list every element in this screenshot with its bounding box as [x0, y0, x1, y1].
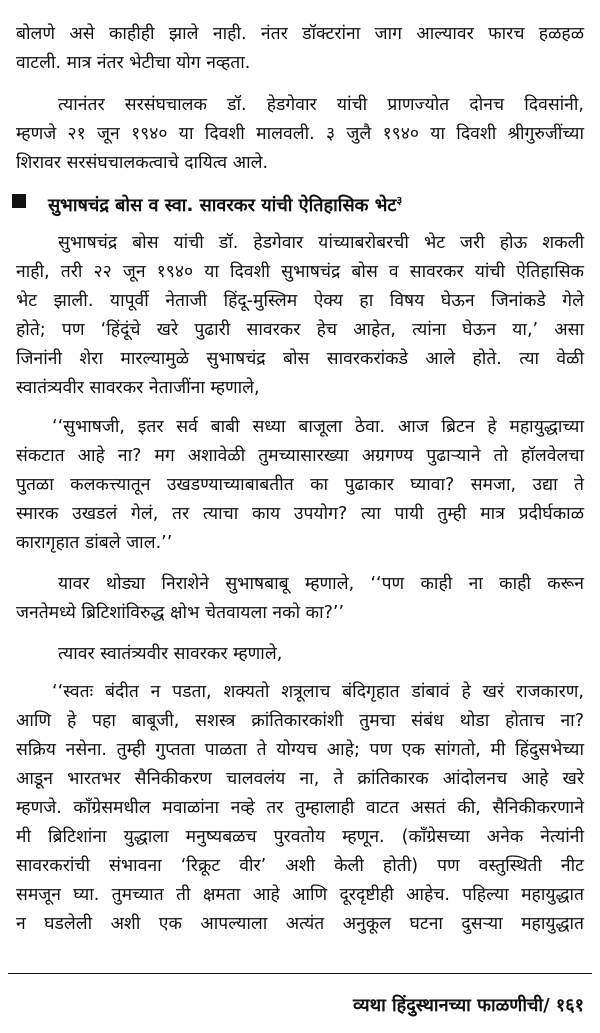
paragraph-4-line-3: पुतळा कलकत्त्यातून उखडण्याच्याबाबतीत का पुढाकार घ्यावा? समजा, उद्या ते [16, 475, 584, 495]
paragraph-3-line-2: नाही, तरी २२ जून १९४० या दिवशी सुभाषचंद्र बोस व सावरकर यांची ऐतिहासिक [16, 262, 584, 282]
paragraph-2-line-3: शिरावर सरसंघचालकत्वाचे दायित्व आले. [16, 153, 269, 173]
paragraph-4-line-5: कारागृहात डांबले जाल.’’ [16, 533, 173, 553]
section-heading [48, 187, 402, 215]
paragraph-1-line-1: बोलणे असे काहीही झाले नाही. नंतर डॉक्टरांना जाग आल्यावर फारच हळहळ [16, 24, 584, 44]
paragraph-6-line-1: त्यावर स्वातंत्र्यवीर सावरकर म्हणाले, [58, 644, 283, 664]
paragraph-5-line-2: जनतेमध्ये ब्रिटिशांविरुद्ध क्षोभ चेतवायला नको का?’’ [16, 603, 345, 623]
paragraph-7-line-2: आणि हे पहा बाबूजी, सशस्त्र क्रांतिकारकांशी तुमचा संबंध थोडा होताच ना? [16, 711, 584, 731]
paragraph-3-line-6: स्वातंत्र्यवीर सावरकर नेताजींना म्हणाले, [16, 378, 260, 398]
paragraph-1-line-2: वाटली. मात्र नंतर भेटीचा योग नव्हता. [16, 53, 251, 73]
paragraph-4-line-2: संकटात आहे ना? मग अशावेळी तुमच्यासारख्या अग्रगण्य पुढाऱ्याने तो हॉलवेलचा [16, 446, 584, 466]
running-footer: व्यथा हिंदुस्थानच्या फाळणीची/ १६१ [352, 995, 584, 1016]
footer-rule [8, 973, 592, 974]
paragraph-3-line-3: भेट झाली. यापूर्वी नेताजी हिंदू-मुस्लिम ऐक्य हा विषय घेऊन जिनांकडे गेले [16, 291, 584, 311]
section-heading-text: सुभाषचंद्र बोस व स्वा. सावरकर यांची ऐतिहासिक भेट [48, 195, 397, 216]
paragraph-4-line-1: ‘‘सुभाषजी, इतर सर्व बाबी सध्या बाजूला ठेवा. आज ब्रिटन हे महायुद्धाच्या [52, 417, 584, 437]
paragraph-5-line-1: यावर थोड्या निराशेने सुभाषबाबू म्हणाले, ‘‘पण काही ना काही करून [58, 574, 584, 594]
paragraph-4-line-4: स्मारक उखडलं गेलं, तर त्याचा काय उपयोग? त्या पायी तुम्ही मात्र प्रदीर्घकाळ [16, 504, 584, 524]
paragraph-3-line-1: सुभाषचंद्र बोस यांची डॉ. हेडगेवार यांच्याबरोबरची भेट जरी होऊ शकली [58, 233, 584, 253]
footnote-mark: ३ [396, 194, 403, 207]
paragraph-7-line-3: सक्रिय नसेना. तुम्ही गुप्तता पाळता ते योग्यच आहे; पण एक सांगतो, मी हिंदुसभेच्या [16, 740, 584, 760]
paragraph-7-line-8: समजून घ्या. तुमच्यात ती क्षमता आहे आणि दूरदृष्टीही आहेच. पहिल्या महायुद्धात [16, 885, 584, 905]
paragraph-7-line-7: सावरकरांची संभावना ‘रिक्रूट वीर’ अशी केली होती) पण वस्तुस्थिती नीट [16, 856, 584, 876]
paragraph-2-line-2: म्हणजे २१ जून १९४० या दिवशी मालवली. ३ जुलै १९४० या दिवशी श्रीगुरुजींच्या [16, 124, 584, 144]
paragraph-7-line-9: न घडलेली अशी एक आपल्याला अत्यंत अनुकूल घटना दुसऱ्या महायुद्धात [16, 914, 584, 934]
paragraph-7-line-1: ‘‘स्वतः बंदीत न पडता, शक्यतो शत्रूलाच बंदिगृहात डांबावं हे खरं राजकारण, [52, 682, 584, 702]
paragraph-2-line-1: त्यानंतर सरसंघचालक डॉ. हेडगेवार यांची प्राणज्योत दोनच दिवसांनी, [58, 95, 584, 115]
heading-bullet [12, 194, 26, 208]
paragraph-7-line-5: म्हणजे. कॉंग्रेसमधील मवाळांना नव्हे तर तुम्हालाही वाटत असतं की, सैनिकीकरणाने [16, 798, 584, 818]
paragraph-7-line-6: मी ब्रिटिशांना युद्धाला मनुष्यबळच पुरवतोय म्हणून. (कॉंग्रेसच्या अनेक नेत्यांनी [16, 827, 584, 847]
paragraph-3-line-4: होते; पण ‘हिंदूंचे खरे पुढारी सावरकर हेच आहेत, त्यांना घेऊन या,’ असा [16, 320, 584, 340]
paragraph-7-line-4: आडून भारतभर सैनिकीकरण चालवलंय ना, ते क्रांतिकारक आंदोलनच आहे खरे [16, 769, 584, 789]
paragraph-3-line-5: जिनांनी शेरा मारल्यामुळे सुभाषचंद्र बोस सावरकरांकडे आले होते. त्या वेळी [16, 349, 584, 369]
